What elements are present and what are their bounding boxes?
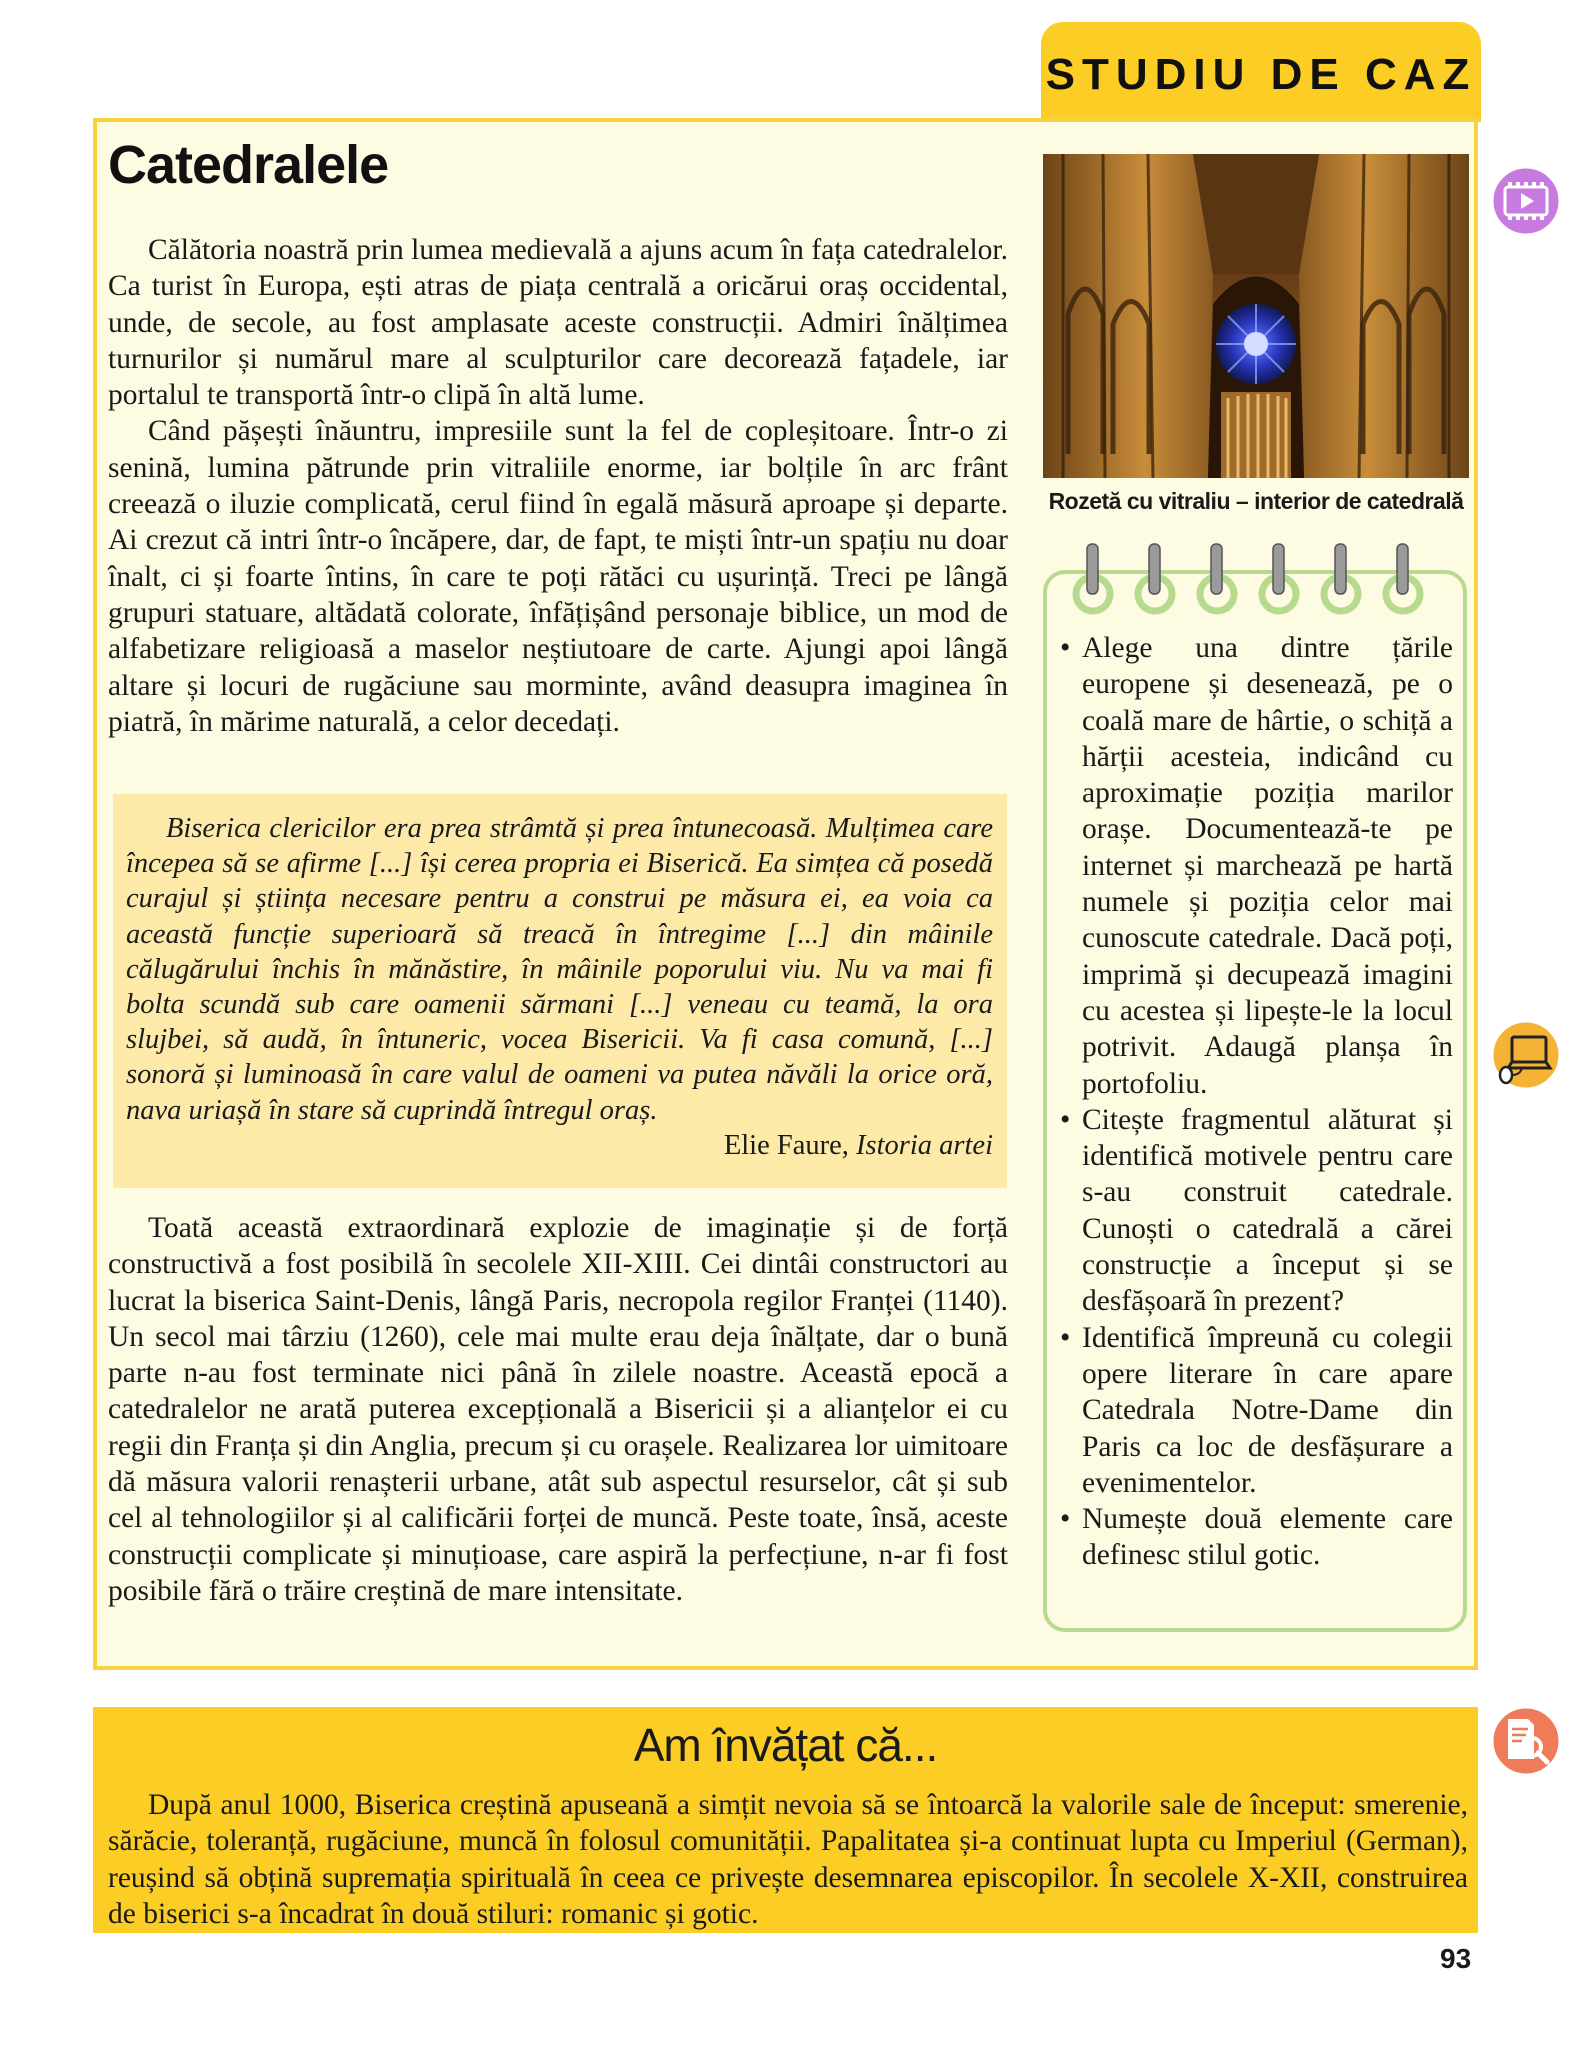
closing-text (108, 1210, 1008, 1609)
task-item: • Citește fragmentul alăturat și identifică motivele pentru care s-au construit catedrale. Cunoști o catedrală a cărei construcție a început și se desfășoară în prezent? (1058, 1102, 1453, 1320)
paragraph: Toată această extraordinară explozie de imaginație și de forță constructivă a fost posibilă în secolele XII-XIII. Cei dintâi constructori au lucrat la biserica Saint-Denis, lângă Paris, necropola regilor Franței (1140). Un secol mai târziu (1260), cele mai multe erau deja înălțate, dar o bună parte n-au fost terminate nici până în zilele noastre. Această epocă a catedralelor ne arată puterea excepțională a Bisericii și a alianțelor ei cu regii din Franța și din Anglia, precum și cu orașele. Realizarea lor uimitoare dă măsura valorii renașterii urbane, atât sub aspectul resurselor, cât și sub cel al tehnologiilor și al calificării forței de muncă. Peste toate, însă, aceste construcții complicate și minuțioase, care aspiră la perfecțiune, n-ar fi fost posibile fără o trăire creștină de mare intensitate. (108, 1212, 1008, 1607)
quote-work: Istoria artei (856, 1129, 993, 1161)
quote-text: Biserica clericilor era prea strâmtă și prea întunecoasă. Mulțimea care începea să se afirme [...] își cerea propria ei Biserică. Ea simțea că posedă curajul și știința necesare pentru a construi pe măsura ei, ea voia ca această funcție superioară să treacă în întregime [...] din mâinile călugărului închis în mănăstire, în mâinile poporului viu. Nu va mai fi bolta scundă sub care oamenii sărmani [...] veneau cu teamă, la ora slujbei, să audă, în întuneric, vocea Bisericii. Va fi casa comună, [...] sonoră și luminoasă în care valul de oameni va putea năvăli la orice oră, nava uriașă în stare să cuprindă întregul oraș. (126, 813, 993, 1126)
case-study-label: STUDIU DE CAZ (1045, 50, 1477, 99)
cathedral-interior-photo (1043, 154, 1469, 478)
quote-author: Elie Faure, (723, 1129, 849, 1161)
computer-mouse-icon[interactable] (1488, 1017, 1564, 1093)
document-search-icon[interactable] (1488, 1703, 1564, 1779)
summary-title: Am învățat că... (633, 1719, 938, 1771)
task-item: • Numește două elemente care definesc stilul gotic. (1058, 1501, 1453, 1574)
task-item: • Alege una dintre țările europene și desenează, pe o coală mare de hârtie, o schiță a hărții acesteia, indicând cu aproximație poziția marilor orașe. Documentează-te pe internet și marchează pe hartă numele și poziția celor mai cunoscute catedrale. Dacă poți, imprimă și decupează imagini cu acestea și lipește-le la locul potrivit. Adaugă planșa în portofoliu. (1058, 630, 1453, 1102)
summary-text: După anul 1000, Biserica creștină apuseană a simțit nevoia să se întoarcă la valorile sale de început: smerenie, sărăcie, toleranță, rugăciune, muncă în folosul comunității. Papalitatea și-a continuat lupta cu Imperiul (German), reușind să obțină supremația spirituală în ceea ce privește desemnarea episcopilor. În secolele X-XII, construirea de biserici s-a încadrat în două stiluri: romanic și gotic. (108, 1789, 1468, 1930)
intro-text (108, 232, 1008, 740)
task-item: • Identifică împreună cu colegii opere literare în care apare Catedrala Notre-Dame din Paris ca loc de desfășurare a evenimentelor. (1058, 1320, 1453, 1501)
notebook-spiral (1043, 540, 1467, 620)
page-number: 93 (1440, 1943, 1472, 1974)
paragraph: Călătoria noastră prin lumea medievală a ajuns acum în fața catedralelor. Ca turist în Europa, ești atras de piața centrală a oricărui oraș occidental, unde, de secole, au fost amplasate aceste construcții. Admiri înălțimea turnurilor și numărul mare al sculpturilor care decorează fațadele, iar portalul te transportă într-o clipă în altă lume. (108, 234, 1008, 412)
page-title: Catedralele (108, 135, 389, 195)
quote-box (113, 794, 1007, 1188)
task-list (1058, 630, 1453, 1574)
video-play-icon[interactable] (1488, 163, 1564, 239)
quote-source (126, 1128, 993, 1163)
photo-caption: Rozetă cu vitraliu – interior de catedrală (1048, 488, 1464, 514)
cathedral-illustration (1043, 154, 1469, 478)
paragraph: Când pășești înăuntru, impresiile sunt la fel de copleșitoare. Într-o zi senină, lumina pătrunde prin vitraliile enorme, iar bolțile în arc frânt creează o iluzie complicată, cerul fiind în egală măsură aproape și departe. Ai crezut că intri într-o încăpere, dar, de fapt, te miști într-un spațiu nu doar înalt, ci și foarte întins, în care te poți rătăci cu ușurință. Treci pe lângă grupuri statuare, altădată colorate, înfățișând personaje biblice, un mod de alfabetizare religioasă a maselor neștiutoare de carte. Ajungi apoi lângă altare și locuri de rugăciune sau morminte, având deasupra imaginea în piatră, în mărime naturală, a celor decedați. (108, 415, 1008, 738)
